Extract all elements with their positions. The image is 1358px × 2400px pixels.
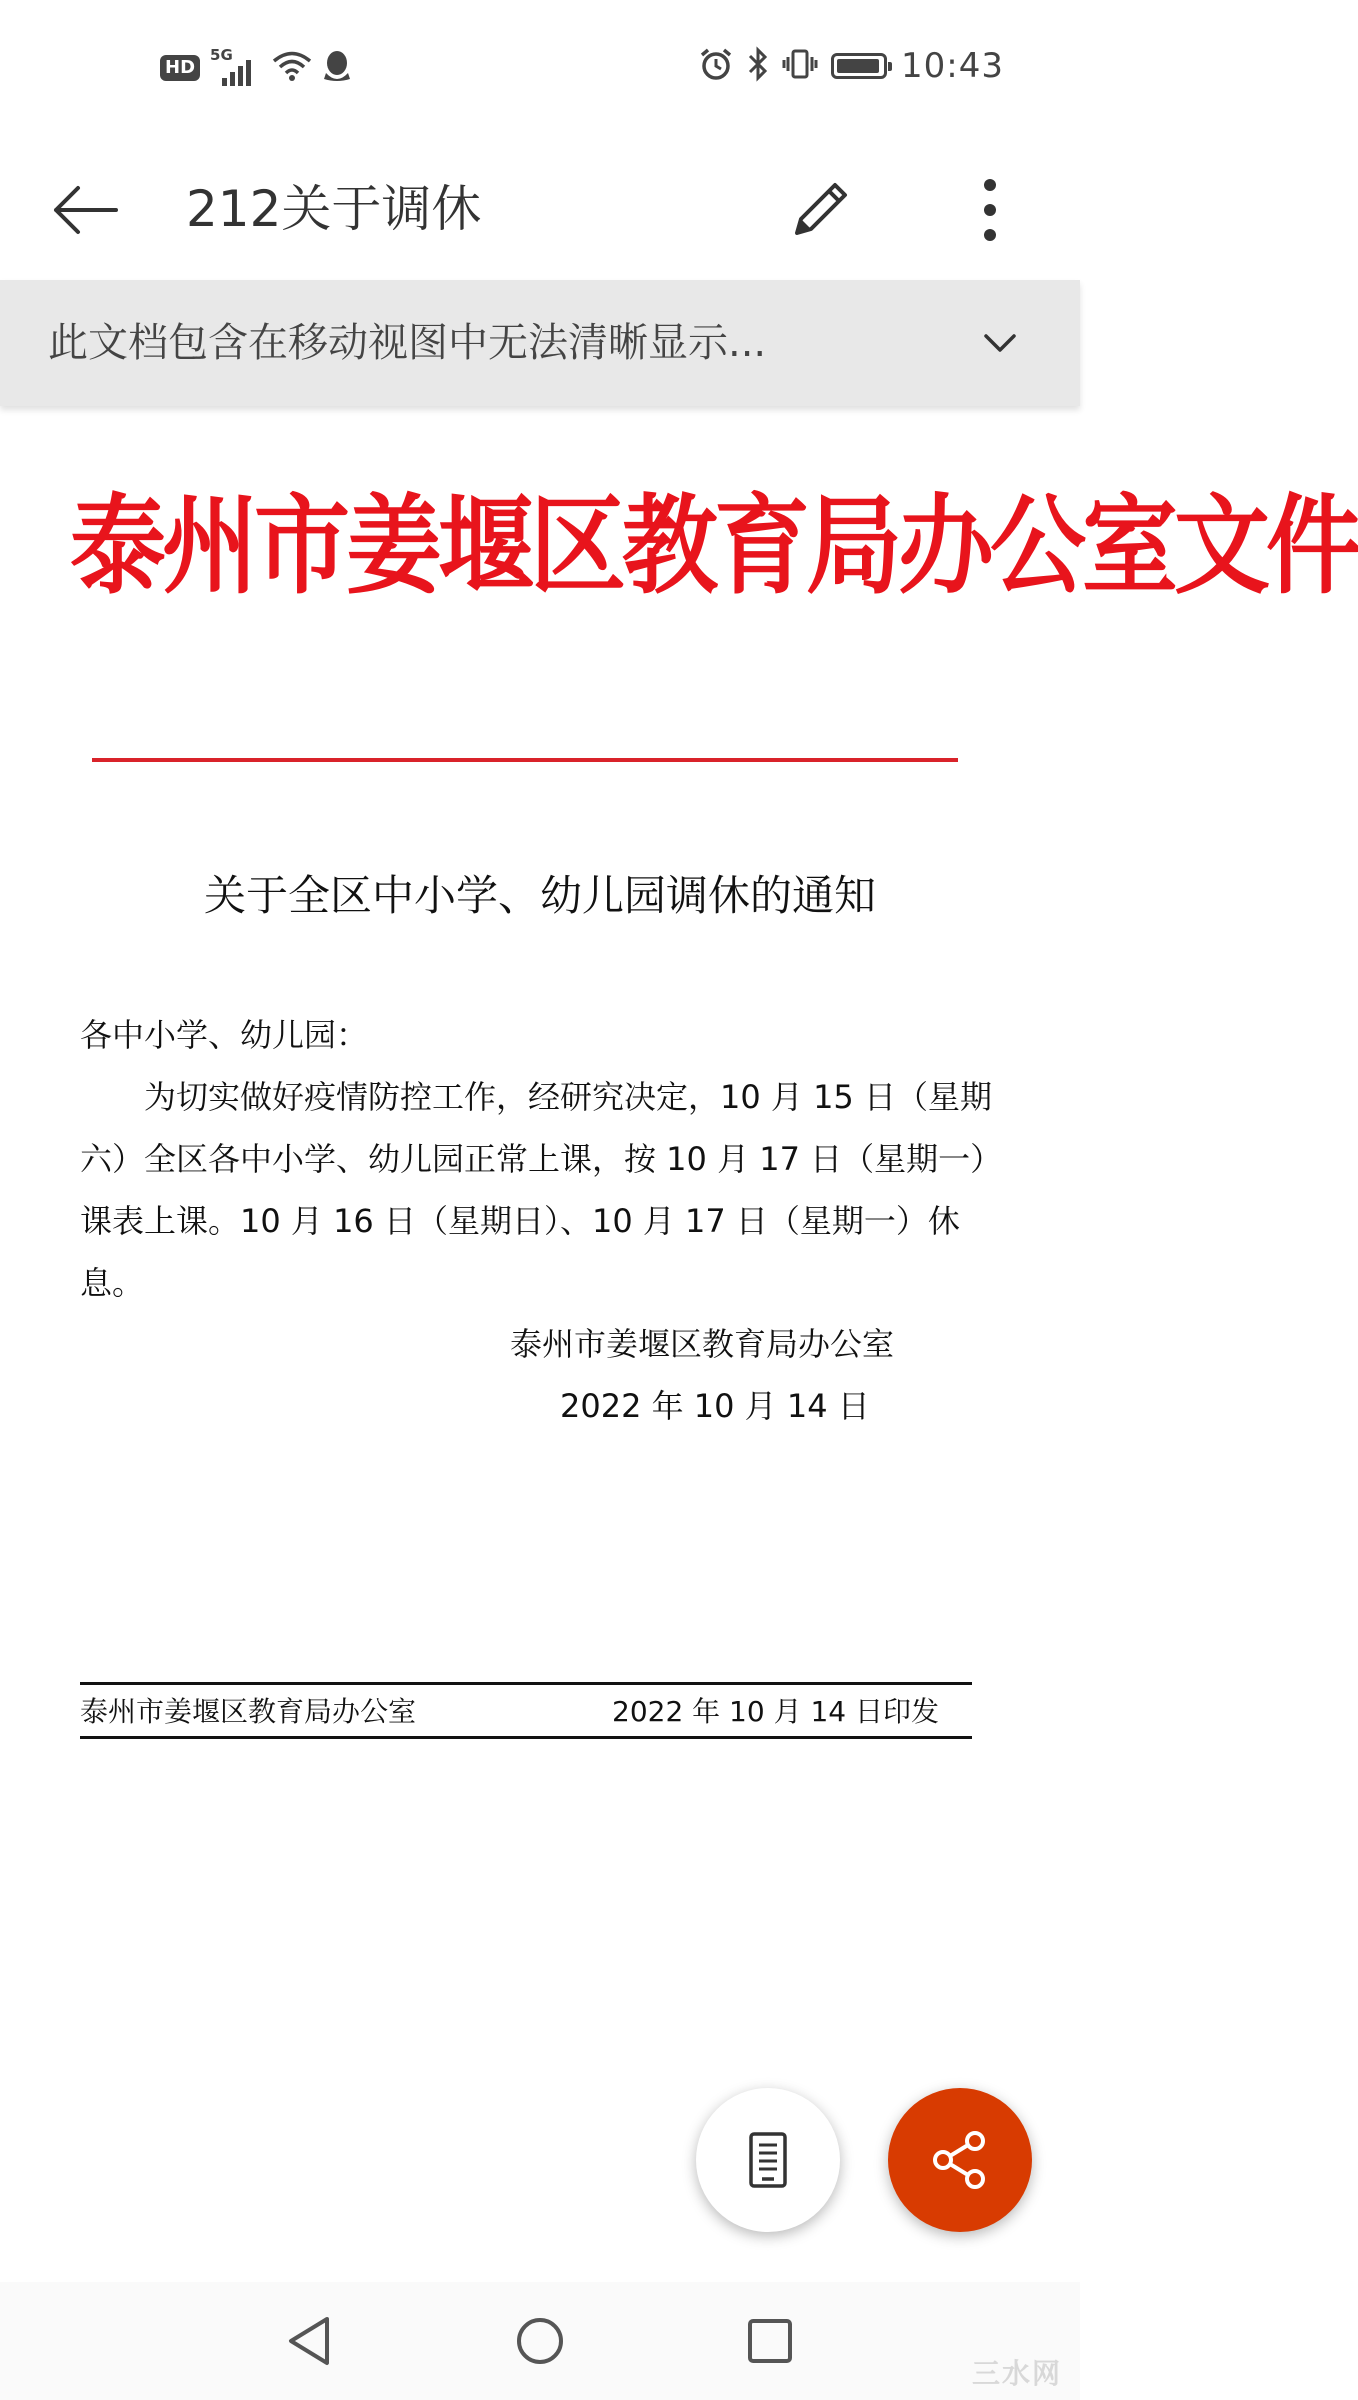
battery-icon: [831, 53, 887, 79]
document-body: [80, 1004, 1010, 1314]
notice-text: 此文档包含在移动视图中无法清晰显示...: [48, 320, 767, 366]
salutation: 各中小学、幼儿园：: [80, 1016, 369, 1054]
nav-recents-icon: [746, 2317, 794, 2365]
more-options-button[interactable]: [945, 160, 1035, 260]
notice-banner[interactable]: [0, 280, 1080, 406]
share-button[interactable]: [888, 2088, 1032, 2232]
edit-button[interactable]: [775, 160, 865, 260]
vibrate-icon: [783, 49, 817, 83]
nav-back-button[interactable]: [264, 2296, 354, 2386]
pencil-icon: [785, 175, 855, 245]
expand-notice-button[interactable]: [960, 300, 1040, 386]
share-icon: [927, 2127, 993, 2193]
nav-back-icon: [285, 2315, 333, 2367]
more-vertical-icon: [980, 177, 1000, 243]
signal-icon: [210, 48, 262, 88]
qq-icon: [322, 49, 352, 87]
footer-date: 2022 年 10 月 14 日印发: [612, 1695, 940, 1728]
nav-recents-button[interactable]: [725, 2296, 815, 2386]
alarm-icon: [699, 47, 733, 85]
document-subject: 关于全区中小学、幼儿园调休的通知: [203, 871, 876, 920]
arrow-left-icon: [50, 185, 120, 235]
nav-home-icon: [514, 2315, 566, 2367]
signature-date: 2022 年 10 月 14 日: [560, 1387, 870, 1425]
body-paragraph: 为切实做好疫情防控工作，经研究决定，10 月 15 日（星期六）全区各中小学、幼儿园正常上课，按 10 月 17 日（星期一）课表上课。10 月 16 日（星期日）、10 月 17 日（星期一）休息。: [80, 1078, 1003, 1302]
navigation-bar: [0, 2282, 1080, 2400]
document-title: 212关于调休: [186, 180, 482, 238]
status-left: [160, 46, 352, 90]
header-divider: [92, 758, 958, 762]
status-right: [699, 44, 1004, 88]
wifi-icon: [272, 50, 312, 86]
back-button[interactable]: [40, 165, 130, 255]
status-bar: [0, 0, 1080, 135]
network-label: 5G: [210, 46, 233, 64]
document-page[interactable]: [0, 406, 1358, 2266]
app-bar: [0, 135, 1080, 280]
battery-fill: [837, 59, 879, 73]
nav-home-button[interactable]: [495, 2296, 585, 2386]
footer-rule-bottom: [80, 1736, 972, 1739]
footer-rule-top: [80, 1682, 972, 1685]
hd-icon: HD: [160, 55, 200, 81]
chevron-down-icon: [980, 330, 1020, 356]
watermark: 三水网: [971, 2357, 1062, 2390]
clock: 10:43: [901, 46, 1004, 86]
mobile-view-icon: [748, 2131, 788, 2189]
document-header: 泰州市姜堰区教育局办公室文件: [70, 482, 1358, 609]
mobile-view-button[interactable]: [696, 2088, 840, 2232]
bluetooth-icon: [747, 47, 769, 85]
footer-org: 泰州市姜堰区教育局办公室: [80, 1695, 417, 1728]
signature-org: 泰州市姜堰区教育局办公室: [510, 1325, 895, 1363]
